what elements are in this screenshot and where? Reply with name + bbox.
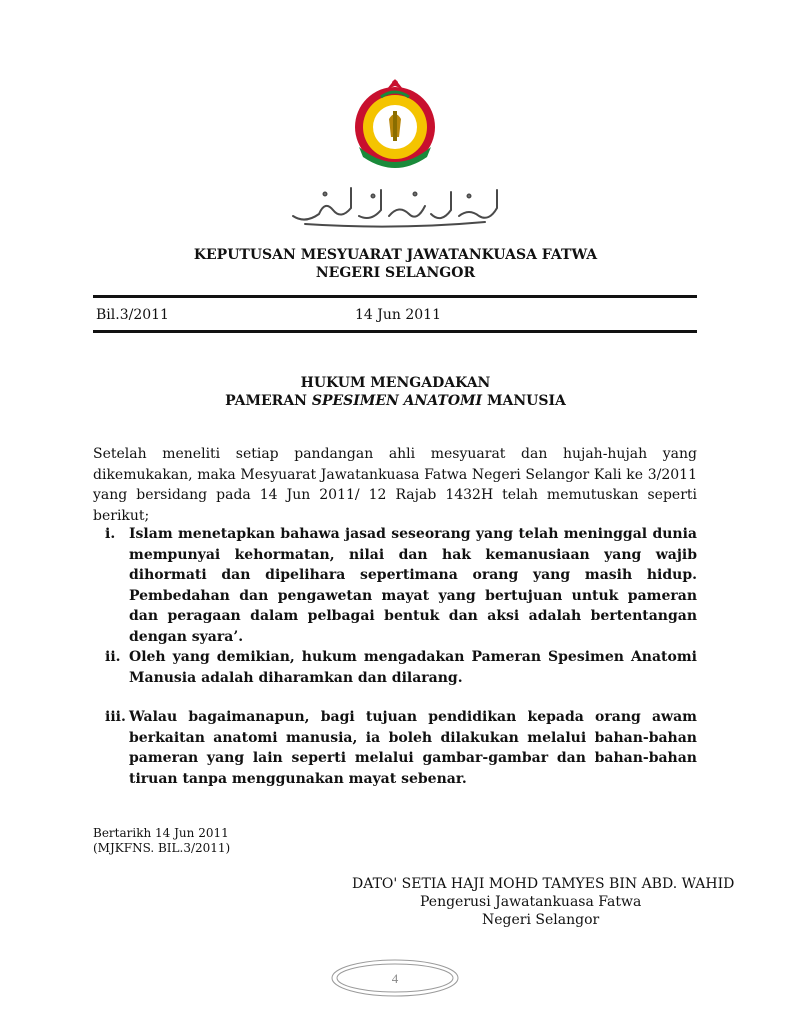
- signatory-name: DATO' SETIA HAJI MOHD TAMYES BIN ABD. WAHID: [352, 876, 735, 892]
- subject-line1: HUKUM MENGADAKAN: [300, 375, 491, 391]
- decision-number: i.: [105, 526, 116, 542]
- reference-number: Bil.3/2011: [96, 307, 169, 323]
- document-title-line1: KEPUTUSAN MESYUARAT JAWATANKUASA FATWA: [193, 247, 598, 263]
- document-title-line2: NEGERI SELANGOR: [315, 265, 476, 281]
- intro-paragraph: Setelah meneliti setiap pandangan ahli mesyuarat dan hujah-hujah yang dikemukakan, maka Mesyuarat Jawatankuasa Fatwa Negeri Selangor Kali ke 3/2011 yang bersidang pada 14 Jun 2011/ 12 Rajab 1432H telah memutuskan seperti berikut;: [93, 446, 697, 524]
- jawi-calligraphy-icon: [285, 180, 507, 228]
- decision-text: Islam menetapkan bahawa jasad seseorang yang telah meninggal dunia mempunyai kehormatan, nilai dan hak kemanusiaan yang wajib dihormati dan dipelihara sepertimana orang yang masih hidup. Pembedahan dan pengawetan mayat yang bertujuan untuk pameran dan peragaan dalam pelbagai bentuk dan aksi adalah bertentangan dengan syara’.: [129, 526, 697, 645]
- selangor-emblem-icon: [345, 75, 445, 175]
- reference-code: (MJKFNS. BIL.3/2011): [93, 841, 231, 855]
- bottom-divider: [93, 330, 697, 333]
- page-number-badge: [330, 958, 460, 998]
- decision-text: Walau bagaimanapun, bagi tujuan pendidikan kepada orang awam berkaitan anatomi manusia, ia boleh dilakukan melalui bahan-bahan pameran yang lain seperti melalui gambar-gambar dan bahan-bahan tiruan tanpa menggunakan mayat sebenar.: [129, 709, 697, 787]
- subject-line2: PAMERAN SPESIMEN ANATOMI MANUSIA: [225, 393, 566, 409]
- decision-number: iii.: [105, 709, 126, 725]
- reference-date: 14 Jun 2011: [355, 307, 441, 323]
- signatory-state: Negeri Selangor: [482, 912, 600, 928]
- dated-line: Bertarikh 14 Jun 2011: [93, 826, 229, 840]
- page-number: 4: [391, 971, 399, 986]
- decision-text: Oleh yang demikian, hukum mengadakan Pameran Spesimen Anatomi Manusia adalah diharamkan dan dilarang.: [129, 649, 697, 686]
- decision-number: ii.: [105, 649, 121, 665]
- signatory-title: Pengerusi Jawatankuasa Fatwa: [420, 894, 642, 910]
- top-divider: [93, 295, 697, 298]
